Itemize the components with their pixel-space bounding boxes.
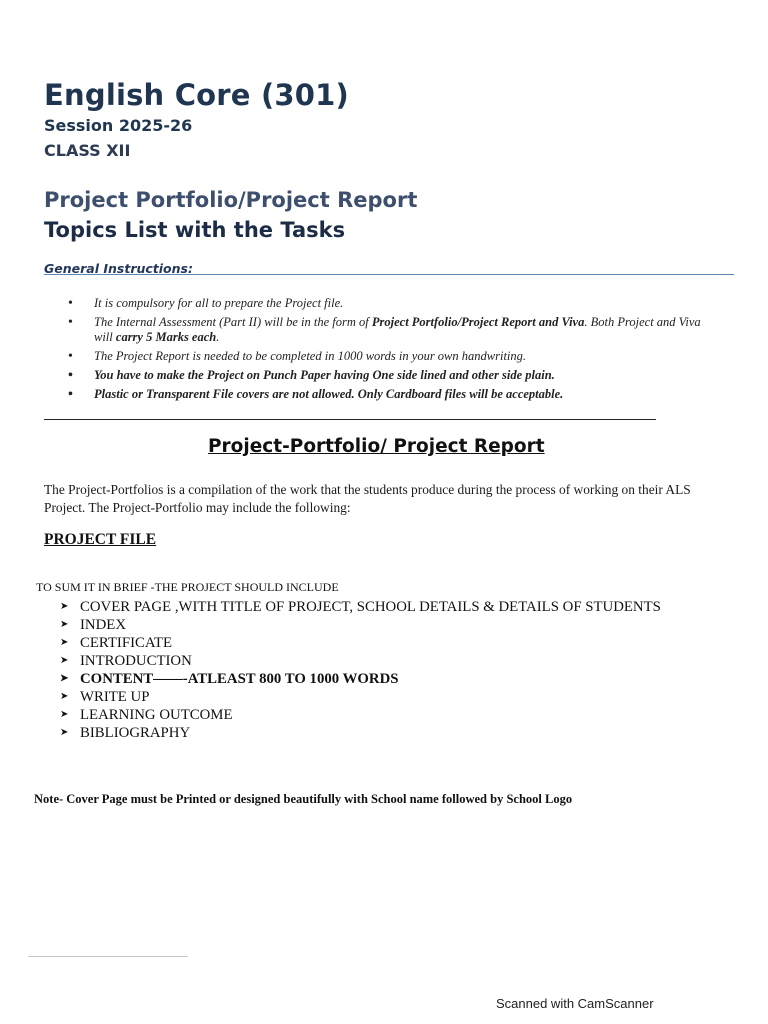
include-item-text: BIBLIOGRAPHY xyxy=(80,725,191,741)
include-item-text: INDEX xyxy=(80,617,127,633)
scanner-watermark: Scanned with CamScanner xyxy=(496,996,654,1011)
instruction-item xyxy=(60,387,720,402)
arrow-bullet-icon: ➤ xyxy=(60,601,69,612)
instruction-emphasis: carry 5 Marks each xyxy=(115,330,217,344)
project-subtitle: Project Portfolio/Project Report xyxy=(44,188,418,212)
session-label: Session 2025-26 xyxy=(44,116,193,135)
instruction-item xyxy=(60,368,720,383)
instruction-text: It is compulsory for all to prepare the Project file. xyxy=(94,296,344,310)
include-item xyxy=(60,706,710,724)
include-item-text: INTRODUCTION xyxy=(80,653,192,669)
class-label: CLASS XII xyxy=(44,141,131,160)
project-file-heading: PROJECT FILE xyxy=(44,531,157,548)
summary-heading: TO SUM IT IN BRIEF -THE PROJECT SHOULD INCLUDE xyxy=(36,580,339,594)
instruction-item xyxy=(60,296,720,311)
instruction-item xyxy=(60,349,720,364)
instruction-text: The Project Report is needed to be completed in 1000 words in your own handwriting. xyxy=(94,349,527,363)
note-text: Note- Cover Page must be Printed or designed beautifully with School name followed by School Logo xyxy=(34,792,573,806)
instructions-divider xyxy=(44,274,734,275)
instruction-text: Plastic or Transparent File covers are not allowed. Only Cardboard files will be acceptable. xyxy=(94,387,564,401)
instructions-list xyxy=(60,296,720,406)
arrow-bullet-icon: ➤ xyxy=(60,709,69,720)
general-instructions-label: General Instructions: xyxy=(44,261,193,276)
arrow-bullet-icon: ➤ xyxy=(60,655,69,666)
arrow-bullet-icon: ➤ xyxy=(60,637,69,648)
include-item xyxy=(60,688,710,706)
include-item xyxy=(60,598,710,616)
include-item-text: WRITE UP xyxy=(80,689,150,705)
include-item xyxy=(60,616,710,634)
arrow-bullet-icon: ➤ xyxy=(60,727,69,738)
topics-subtitle: Topics List with the Tasks xyxy=(44,218,346,242)
instruction-emphasis: Project Portfolio/Project Report and Viva xyxy=(371,315,585,329)
include-item-text: LEARNING OUTCOME xyxy=(80,707,233,723)
include-item xyxy=(60,670,710,688)
instruction-text: You have to make the Project on Punch Paper having One side lined and other side plain. xyxy=(94,368,555,382)
instruction-text: The Internal Assessment (Part II) will be in the form of xyxy=(94,315,372,329)
instruction-item xyxy=(60,315,720,345)
instruction-text: . xyxy=(216,330,220,344)
arrow-bullet-icon: ➤ xyxy=(60,673,69,684)
include-item-text: CERTIFICATE xyxy=(80,635,173,651)
include-item-text: COVER PAGE ,WITH TITLE OF PROJECT, SCHOOL DETAILS & DETAILS OF STUDENTS xyxy=(80,599,661,615)
instruction-text: . Both Project and Viva will xyxy=(94,315,701,344)
document-title: English Core (301) xyxy=(44,78,350,112)
include-item-text: CONTENT——-ATLEAST 800 TO 1000 WORDS xyxy=(80,671,399,687)
section-title: Project-Portfolio/ Project Report xyxy=(208,436,545,457)
include-item xyxy=(60,652,710,670)
faint-divider xyxy=(28,956,188,957)
include-list xyxy=(60,598,710,742)
include-item xyxy=(60,724,710,742)
intro-paragraph: The Project-Portfolios is a compilation of the work that the students produce during the process of working on their ALS Project. The Project-Portfolio may include the following: xyxy=(44,482,691,515)
arrow-bullet-icon: ➤ xyxy=(60,691,69,702)
arrow-bullet-icon: ➤ xyxy=(60,619,69,630)
include-item xyxy=(60,634,710,652)
section-divider xyxy=(44,419,656,420)
